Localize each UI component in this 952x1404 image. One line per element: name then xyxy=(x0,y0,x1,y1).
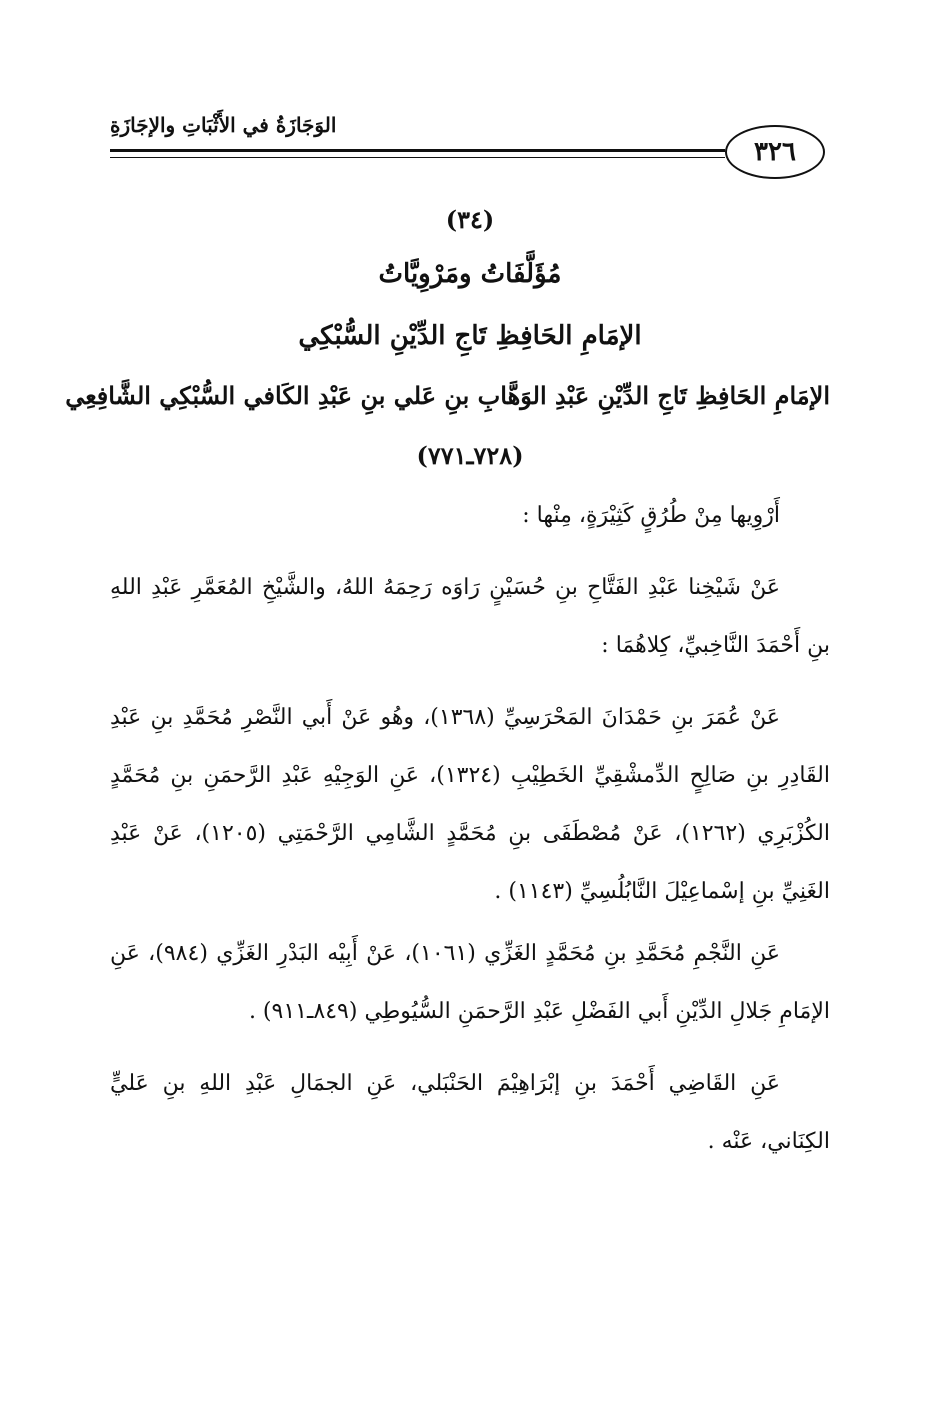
section-subtitle: الإمَامِ الحَافِظِ تَاجِ الدِّيْنِ السُّبْكِي xyxy=(298,321,642,351)
section-title: مُؤَلَّفَاتُ ومَرْوِيَّاتُ xyxy=(378,259,562,289)
header-rule-thin xyxy=(110,157,725,158)
paragraph-chain-3: عَنِ النَّجْمِ مُحَمَّدِ بنِ مُحَمَّدٍ الغَزِّي (١٠٦١)، عَنْ أَبِيْه البَدْرِ الغَزِّي (٩٨٤)، عَنِ الإمَامِ جَلالِ الدِّيْنِ أَبي الفَضْلِ عَبْدِ الرَّحمَنِ السُّيُوطِي (٨٤٩ـ٩١١) . xyxy=(110,941,830,1024)
paragraph-chain-2: عَنْ عُمَرَ بنِ حَمْدَانَ المَحْرَسِيِّ (١٣٦٨)، وهُو عَنْ أَبي النَّصْرِ مُحَمَّدِ بنِ عَبْدِ القَادِرِ بنِ صَالِحٍ الدِّمشْقِيِّ الخَطِيْبِ (١٣٢٤)، عَنِ الوَجِيْهِ عَبْدِ الرَّحمَنِ بنِ مُحَمَّدٍ الكُزْبَرِي (١٢٦٢)، عَنْ مُصْطَفَى بنِ مُحَمَّدٍ الشَّامِي الرَّحْمَتِي (١٢٠٥)، عَنْ عَبْدِ الغَنِيِّ بنِ إسْماعِيْلَ النَّابُلُسِيِّ (١١٤٣) . xyxy=(110,705,830,904)
author-dates: (٧٢٨ـ٧٧١) xyxy=(416,441,524,470)
page-number-oval xyxy=(725,125,825,179)
page-header xyxy=(110,105,830,185)
page-number: ٣٢٦ xyxy=(754,137,796,167)
paragraph-chain-1: عَنْ شَيْخِنا عَبْدِ الفَتَّاحِ بنِ حُسَيْنٍ رَاوَه رَحِمَهُ اللهُ، والشَّيْخِ المُعَمَّرِ عَبْدِ اللهِ بنِ أَحْمَدَ النَّاخِبيِّ، كِلاهُمَا : xyxy=(110,575,830,658)
section-number: (٣٤) xyxy=(445,205,495,234)
paragraph-intro: أَرْوِيها مِنْ طُرُقٍ كَثِيْرَةٍ، مِنْها : xyxy=(522,503,780,528)
running-title: الوَجَازَةُ في الأَثْبَاتِ والإجَازَةِ xyxy=(110,113,337,137)
paragraph-chain-4: عَنِ القَاضِي أَحْمَدَ بنِ إبْرَاهِيْمَ الحَنْبَلي، عَنِ الجمَالِ عَبْدِ اللهِ بنِ عَليٍّ الكِنَاني، عَنْه . xyxy=(110,1071,830,1154)
author-full-name: الإمَامِ الحَافِظِ تَاجِ الدِّيْنِ عَبْدِ الوَهَّابِ بنِ عَلي بنِ عَبْدِ الكَافي السُّبْكِي الشَّافِعِي xyxy=(65,381,830,410)
page-body xyxy=(65,195,830,1171)
header-rule-thick xyxy=(110,149,725,152)
